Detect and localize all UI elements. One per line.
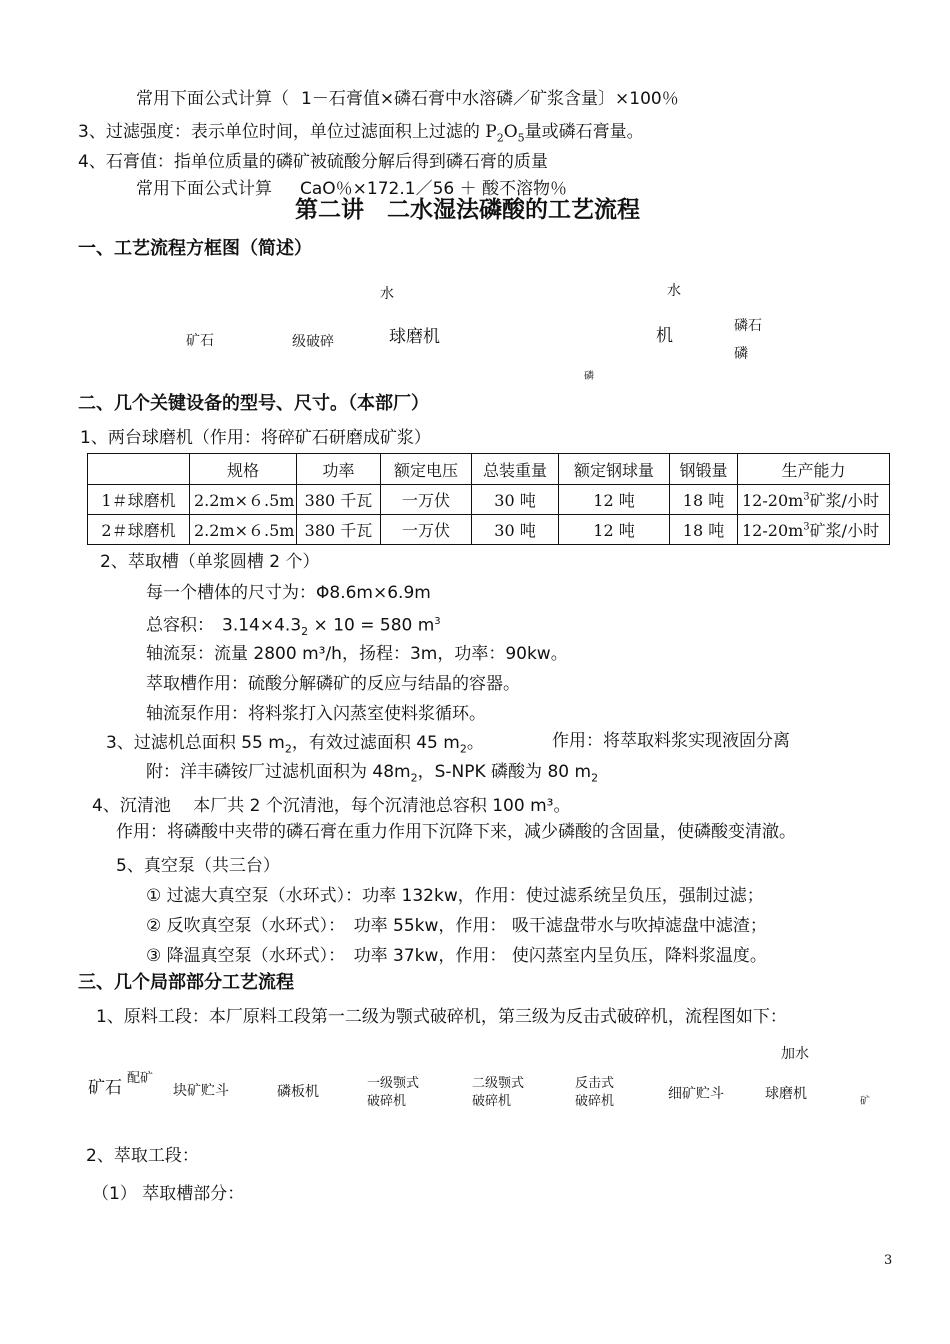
lecture-title: 第二讲 二水湿法磷酸的工艺流程 [295,197,640,223]
flow-blend: 配矿 [127,1071,154,1086]
table-header-cell [88,454,190,485]
clarifier-role: 作用：将磷酸中夹带的磷石膏在重力作用下沉降下来，减少磷酸的含固量，使磷酸变清澈。 [116,822,796,842]
extraction-section: 2、萃取工段： [86,1146,199,1166]
formula1-line [136,88,679,110]
vacuum-pump-1: ① 过滤大真空泵（水环式）：功率 132kw，作用：使过滤系统呈负压，强制过滤； [146,886,764,906]
section1-heading: 一、工艺流程方框图（简述） [78,238,312,259]
tank-size: 每一个槽体的尺寸为：Φ8.6m×6.9m [146,583,431,603]
gypsum-value-line: 4、石膏值：指单位质量的磷矿被硫酸分解后得到磷石膏的质量 [78,152,548,172]
filter-area-line: 3、过滤机总面积 55 $m_2$，有效过滤面积 45 $m_2$。 [106,733,484,756]
flow-fine-hopper: 细矿贮斗 [668,1086,724,1102]
tank-role: 萃取槽作用：硫酸分解磷矿的反应与结晶的容器。 [146,674,520,694]
vacuum-pump-3: ③ 降温真空泵（水环式）： 功率 37kw，作用： 使闪蒸室内呈负压，降料浆温度。 [146,946,767,966]
filter-role: 作用：将萃取料浆实现液固分离 [552,731,790,751]
p2o5-formula: $P_2O_5$ [485,122,525,145]
table-cell-capacity: $12-20m^3$矿浆/小时 [738,485,890,515]
filter-note: 附：洋丰磷铵厂过滤机面积为 $48m_2$，S-NPK 磷酸为 80 $m_2$ [146,762,599,785]
diagram-water-2: 水 [667,283,681,299]
ball-mill-table [87,453,890,545]
flow-add-water: 加水 [781,1046,809,1062]
table-cell: 18 吨 [670,485,738,515]
clarifier-line: 4、沉清池 本厂共 2 个沉清池，每个沉清池总容积 100 m³。 [92,796,571,816]
table-cell: 380 千瓦 [297,485,381,515]
flow-jaw-crusher-2: 二级颚式 破碎机 [472,1076,525,1109]
table-cell: 380 千瓦 [297,515,381,545]
flow-ore: 矿石 [88,1078,122,1098]
table-cell: 2.2m×６.5m [190,515,297,545]
ball-mill-item: 1、两台球磨机（作用：将碎矿石研磨成矿浆） [80,428,431,448]
flow-tail: 矿 [860,1096,870,1107]
diagram-machine: 机 [656,326,673,346]
table-header-cell: 额定钢球量 [559,454,670,485]
table-cell: 1＃球磨机 [88,485,190,515]
table-header-cell: 总装重量 [472,454,559,485]
diagram-crushing: 级破碎 [292,334,334,350]
pump-role: 轴流泵作用：将料浆打入闪蒸室使料浆循环。 [146,704,486,724]
filter-intensity-line [78,121,644,149]
section2-heading: 二、几个关键设备的型号、尺寸。（本部厂） [78,393,429,414]
formula2-label: 常用下面公式计算 [136,179,272,199]
diagram-phos-small: 磷 [584,371,594,382]
flow-ball-mill: 球磨机 [765,1086,807,1102]
page-number: 3 [884,1253,893,1268]
table-cell: 一万伏 [381,515,472,545]
table-cell: 2＃球磨机 [88,515,190,545]
diagram-ball-mill: 球磨机 [389,327,440,347]
table-header-cell: 功率 [297,454,381,485]
flow-lump-hopper: 块矿贮斗 [173,1083,229,1099]
flow-impact-crusher: 反击式 破碎机 [575,1076,615,1109]
table-cell: 12 吨 [559,515,670,545]
table-row [88,515,890,545]
formula2-body: CaO％×172.1／56 ＋ 酸不溶物％ [300,179,568,199]
vacuum-pump-2: ② 反吹真空泵（水环式）： 功率 55kw，作用： 吸干滤盘带水与吹掉滤盘中滤渣； [146,916,767,936]
vacuum-pump-title: 5、真空泵（共三台） [116,856,280,876]
flow-plate-feeder: 磷板机 [277,1084,319,1100]
diagram-phos-char: 磷 [734,346,748,362]
extraction-tank-part: （1） 萃取槽部分： [92,1184,245,1204]
extraction-tank-title: 2、萃取槽（单浆圆槽 2 个） [100,552,320,572]
axial-pump-spec: 轴流泵：流量 2800 m³/h，扬程：3m，功率：90kw。 [146,644,568,664]
table-header-row [88,454,890,485]
formula1-label: 常用下面公式计算（ [136,89,289,109]
table-cell: 18 吨 [670,515,738,545]
table-cell: 12 吨 [559,485,670,515]
section3-heading: 三、几个局部部分工艺流程 [78,972,294,993]
formula1-body: 1－石膏值×磷石膏中水溶磷／矿浆含量〕×100％ [301,89,679,109]
tank-volume: 总容积： $3.14\times 4.3_2 \times 10 = 580$ $m^3$ [146,615,441,639]
table-header-cell: 规格 [190,454,297,485]
raw-material-section: 1、原料工段：本厂原料工段第一二级为颚式破碎机，第三级为反击式破碎机，流程图如下： [96,1007,787,1027]
table-header-cell: 生产能力 [738,454,890,485]
flow-jaw-crusher-1: 一级颚式 破碎机 [367,1076,420,1109]
diagram-ore: 矿石 [186,333,214,349]
table-row [88,485,890,515]
table-cell: 2.2m×６.5m [190,485,297,515]
table-cell: 30 吨 [472,515,559,545]
diagram-phosphogypsum: 磷石 [734,318,762,334]
table-cell-capacity: $12-20m^3$矿浆/小时 [738,515,890,545]
table-cell: 30 吨 [472,485,559,515]
table-header-cell: 钢锻量 [670,454,738,485]
filter-intensity-suffix: 量或磷石膏量。 [524,122,644,142]
filter-intensity-text: 3、过滤强度：表示单位时间，单位过滤面积上过滤的 [78,122,480,142]
table-cell: 一万伏 [381,485,472,515]
diagram-water-1: 水 [380,286,394,302]
table-header-cell: 额定电压 [381,454,472,485]
